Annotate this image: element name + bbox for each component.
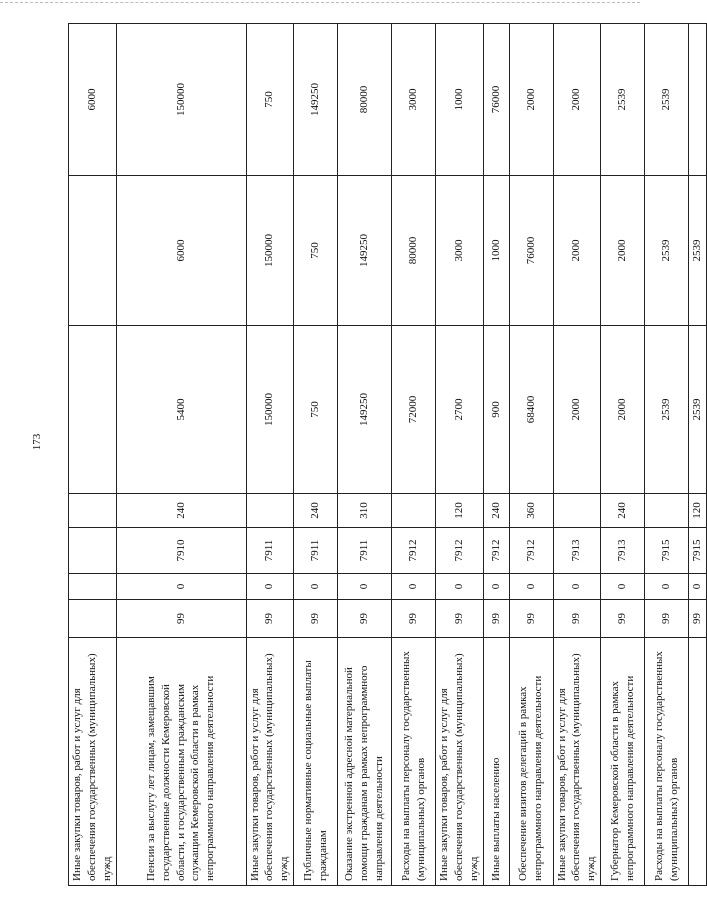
code-section: 99 — [601, 600, 645, 638]
value-col-2: 2000 — [601, 176, 645, 326]
value-col-3: 80000 — [338, 24, 392, 176]
value-col-1: 2539 — [645, 326, 689, 494]
row-name: Пенсии за выслугу лет лицам, замещавшим государственные должности Кемеровской области, и государственным гражданским служащим Кемеровской области в рамках непрограммного направления деятельности — [116, 638, 246, 886]
code-section: 99 — [553, 600, 601, 638]
value-col-2: 149250 — [338, 176, 392, 326]
row-name: Расходы на выплаты персоналу государственных (муниципальных) органов — [645, 638, 689, 886]
code-section: 99 — [483, 600, 509, 638]
code-target: 7913 — [601, 528, 645, 574]
table-row — [483, 24, 509, 886]
value-col-3: 149250 — [294, 24, 338, 176]
code-section: 99 — [116, 600, 246, 638]
code-section: 99 — [294, 600, 338, 638]
code-expense-type: 120 — [436, 494, 484, 528]
value-col-3: 2539 — [645, 24, 689, 176]
value-col-2: 150000 — [246, 176, 294, 326]
value-col-3: 6000 — [69, 24, 117, 176]
table-row — [392, 24, 436, 886]
code-expense-type — [246, 494, 294, 528]
code-target — [69, 528, 117, 574]
value-col-1: 149250 — [338, 326, 392, 494]
value-col-1: 2700 — [436, 326, 484, 494]
code-section: 99 — [436, 600, 484, 638]
page-number: 173 — [31, 433, 43, 451]
value-col-2: 3000 — [436, 176, 484, 326]
code-expense-type: 360 — [509, 494, 553, 528]
code-expense-type — [392, 494, 436, 528]
code-subsection: 0 — [553, 574, 601, 600]
code-target: 7911 — [294, 528, 338, 574]
code-target: 7911 — [246, 528, 294, 574]
code-subsection: 0 — [689, 574, 707, 600]
value-col-2: 76000 — [509, 176, 553, 326]
value-col-3: 1000 — [436, 24, 484, 176]
value-col-1: 2000 — [601, 326, 645, 494]
table-row — [69, 24, 117, 886]
code-expense-type: 240 — [601, 494, 645, 528]
code-subsection: 0 — [338, 574, 392, 600]
table-row — [246, 24, 294, 886]
code-subsection: 0 — [601, 574, 645, 600]
code-target: 7913 — [553, 528, 601, 574]
code-target: 7912 — [436, 528, 484, 574]
code-subsection: 0 — [294, 574, 338, 600]
code-target: 7915 — [689, 528, 707, 574]
row-name: Иные закупки товаров, работ и услуг для обеспечения государственных (муниципальных) нужд — [69, 638, 117, 886]
budget-table-rotated — [68, 24, 704, 886]
code-expense-type — [69, 494, 117, 528]
code-section: 99 — [392, 600, 436, 638]
code-subsection: 0 — [116, 574, 246, 600]
row-name: Иные закупки товаров, работ и услуг для обеспечения государственных (муниципальных) нужд — [246, 638, 294, 886]
code-expense-type: 120 — [689, 494, 707, 528]
code-section: 99 — [338, 600, 392, 638]
value-col-2: 2000 — [553, 176, 601, 326]
value-col-1: 2000 — [553, 326, 601, 494]
code-section: 99 — [246, 600, 294, 638]
code-expense-type — [553, 494, 601, 528]
code-target: 7915 — [645, 528, 689, 574]
code-expense-type: 240 — [116, 494, 246, 528]
row-name: Иные выплаты населению — [483, 638, 509, 886]
value-col-3: 750 — [246, 24, 294, 176]
code-section: 99 — [689, 600, 707, 638]
value-col-1 — [69, 326, 117, 494]
value-col-2: 750 — [294, 176, 338, 326]
code-subsection: 0 — [509, 574, 553, 600]
table-row — [294, 24, 338, 886]
value-col-3: 76000 — [483, 24, 509, 176]
value-col-3: 2000 — [553, 24, 601, 176]
code-target: 7911 — [338, 528, 392, 574]
code-expense-type: 240 — [483, 494, 509, 528]
value-col-2: 1000 — [483, 176, 509, 326]
row-name — [689, 638, 707, 886]
code-section — [69, 600, 117, 638]
value-col-1: 2539 — [689, 326, 707, 494]
value-col-1: 72000 — [392, 326, 436, 494]
value-col-1: 750 — [294, 326, 338, 494]
table-row — [601, 24, 645, 886]
code-expense-type — [645, 494, 689, 528]
value-col-3: 2000 — [509, 24, 553, 176]
table-row — [553, 24, 601, 886]
value-col-2: 6000 — [116, 176, 246, 326]
code-subsection — [69, 574, 117, 600]
value-col-3 — [689, 24, 707, 176]
table-row — [689, 24, 707, 886]
table-row — [509, 24, 553, 886]
code-target: 7912 — [509, 528, 553, 574]
row-name: Расходы на выплаты персоналу государственных (муниципальных) органов — [392, 638, 436, 886]
table-row — [645, 24, 689, 886]
code-subsection: 0 — [392, 574, 436, 600]
code-section: 99 — [509, 600, 553, 638]
table-row — [338, 24, 392, 886]
value-col-3: 3000 — [392, 24, 436, 176]
budget-table — [68, 23, 707, 886]
value-col-2: 2539 — [645, 176, 689, 326]
code-subsection: 0 — [436, 574, 484, 600]
code-target: 7912 — [483, 528, 509, 574]
row-name: Оказание экстренной адресной материальной помощи гражданам в рамках непрограммного направления деятельности — [338, 638, 392, 886]
scan-edge-line — [0, 2, 640, 3]
code-subsection: 0 — [246, 574, 294, 600]
value-col-2: 2539 — [689, 176, 707, 326]
table-row — [116, 24, 246, 886]
code-subsection: 0 — [483, 574, 509, 600]
row-name: Публичные нормативные социальные выплаты гражданам — [294, 638, 338, 886]
code-expense-type: 240 — [294, 494, 338, 528]
code-target: 7912 — [392, 528, 436, 574]
table-body — [69, 24, 707, 886]
code-section: 99 — [645, 600, 689, 638]
value-col-3: 150000 — [116, 24, 246, 176]
code-expense-type: 310 — [338, 494, 392, 528]
value-col-2 — [69, 176, 117, 326]
row-name: Иные закупки товаров, работ и услуг для обеспечения государственных (муниципальных) нужд — [553, 638, 601, 886]
value-col-1: 68400 — [509, 326, 553, 494]
value-col-1: 900 — [483, 326, 509, 494]
value-col-1: 150000 — [246, 326, 294, 494]
row-name: Иные закупки товаров, работ и услуг для обеспечения государственных (муниципальных) нужд — [436, 638, 484, 886]
row-name: Обеспечение визитов делегаций в рамках непрограммного направления деятельности — [509, 638, 553, 886]
value-col-1: 5400 — [116, 326, 246, 494]
value-col-3: 2539 — [601, 24, 645, 176]
row-name: Губернатор Кемеровской области в рамках непрограммного направления деятельности — [601, 638, 645, 886]
code-subsection: 0 — [645, 574, 689, 600]
value-col-2: 80000 — [392, 176, 436, 326]
code-target: 7910 — [116, 528, 246, 574]
table-row — [436, 24, 484, 886]
